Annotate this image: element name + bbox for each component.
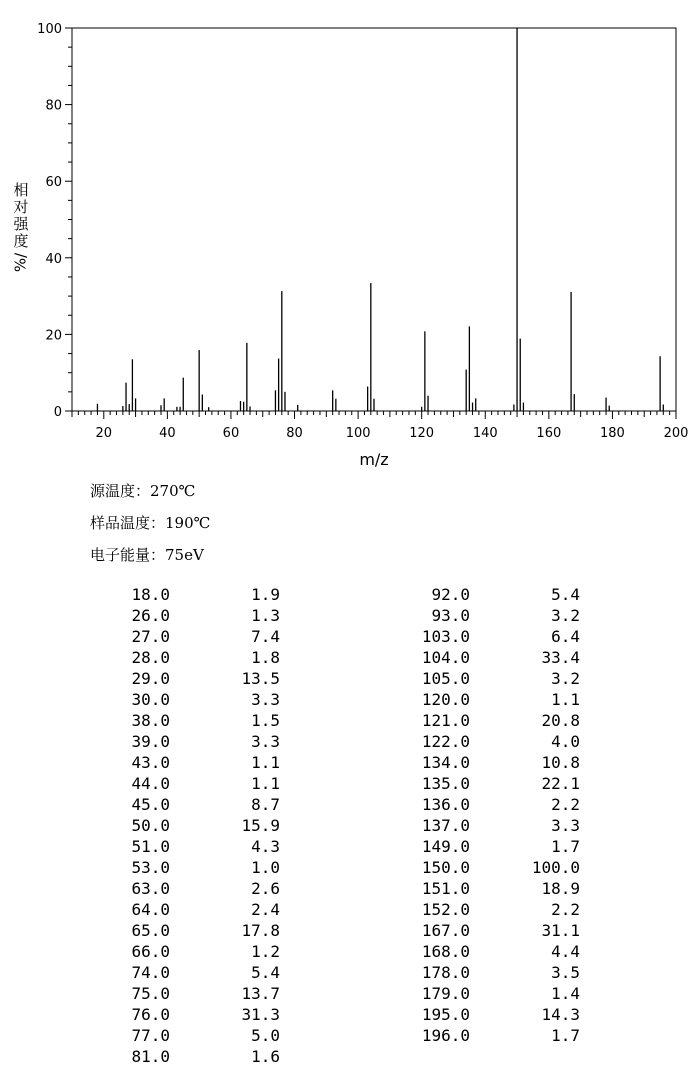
x-tick-label: 20 (95, 426, 113, 441)
peak-intensity-value: 3.3 (551, 816, 580, 835)
peak-mz-value: 75.0 (131, 984, 170, 1003)
peak-mz-value: 93.0 (431, 606, 470, 625)
y-axis-label-char: 度 (13, 232, 29, 250)
x-tick-label: 100 (345, 426, 371, 441)
peak-mz-value: 104.0 (421, 648, 470, 667)
peak-mz-value: 103.0 (421, 627, 470, 646)
y-tick-label: 20 (45, 328, 62, 344)
peak-mz-value: 18.0 (131, 585, 170, 604)
peak-intensity-value: 3.3 (251, 732, 280, 751)
y-axis (37, 22, 72, 420)
peak-intensity-value: 6.4 (551, 627, 580, 646)
peak-intensity-value: 2.2 (551, 900, 580, 919)
peak-intensity-value: 1.7 (551, 1026, 580, 1045)
measurement-conditions (90, 480, 210, 576)
peak-mz-value: 27.0 (131, 627, 170, 646)
x-axis (72, 411, 688, 441)
peak-mz-value: 152.0 (421, 900, 470, 919)
peak-mz-value: 195.0 (421, 1005, 470, 1024)
peak-mz-value: 135.0 (421, 774, 470, 793)
peak-intensity-value: 13.5 (241, 669, 280, 688)
peak-intensity-value: 100.0 (531, 858, 580, 877)
y-tick-label: 0 (53, 405, 62, 420)
peak-mz-value: 65.0 (131, 921, 170, 940)
y-axis-label-char: 相 (13, 181, 29, 199)
peak-mz-value: 45.0 (131, 795, 170, 814)
x-tick-label: 160 (536, 426, 562, 441)
y-axis-label-char: 强 (13, 215, 29, 233)
y-tick-label: 60 (45, 175, 62, 191)
peak-intensity-value: 4.0 (551, 732, 580, 751)
peak-mz-value: 51.0 (131, 837, 170, 856)
peak-intensity-value: 1.1 (551, 690, 580, 709)
sample-temperature: 样品温度：190℃ (90, 514, 211, 532)
peak-mz-value: 64.0 (131, 900, 170, 919)
peak-mz-value: 122.0 (421, 732, 470, 751)
peak-intensity-value: 3.2 (551, 669, 580, 688)
peak-mz-value: 168.0 (421, 942, 470, 961)
mass-spectrum-chart (0, 0, 694, 475)
peak-intensity-value: 14.3 (541, 1005, 580, 1024)
x-axis-label: m/z (359, 450, 389, 469)
source-temperature: 源温度：270℃ (90, 482, 196, 500)
peak-intensity-value: 7.4 (251, 627, 280, 646)
y-axis-label-char: 对 (13, 198, 29, 216)
peak-intensity-value: 33.4 (541, 648, 580, 667)
plot-frame (72, 28, 676, 411)
peak-intensity-value: 15.9 (241, 816, 280, 835)
peak-mz-value: 76.0 (131, 1005, 170, 1024)
peak-intensity-value: 3.2 (551, 606, 580, 625)
peak-mz-value: 120.0 (421, 690, 470, 709)
peak-intensity-value: 4.4 (551, 942, 580, 961)
peak-intensity-value: 1.1 (251, 753, 280, 772)
peak-intensity-value: 1.3 (251, 606, 280, 625)
y-tick-label: 80 (45, 98, 62, 114)
peak-intensity-value: 2.2 (551, 795, 580, 814)
peak-mz-value: 28.0 (131, 648, 170, 667)
peak-mz-value: 167.0 (421, 921, 470, 940)
peak-mz-value: 39.0 (131, 732, 170, 751)
y-tick-label: 40 (45, 251, 62, 267)
peak-intensity-value: 20.8 (541, 711, 580, 730)
peak-intensity-value: 1.7 (551, 837, 580, 856)
peak-intensity-value: 31.3 (241, 1005, 280, 1024)
peak-mz-value: 38.0 (131, 711, 170, 730)
peak-intensity-value: 5.4 (251, 963, 280, 982)
peak-mz-value: 178.0 (421, 963, 470, 982)
peak-mz-value: 77.0 (131, 1026, 170, 1045)
peak-mz-value: 151.0 (421, 879, 470, 898)
peak-mz-value: 137.0 (421, 816, 470, 835)
peak-intensity-value: 1.8 (251, 648, 280, 667)
peak-intensity-value: 1.5 (251, 711, 280, 730)
peak-mz-value: 43.0 (131, 753, 170, 772)
peak-mz-value: 63.0 (131, 879, 170, 898)
peak-intensity-value: 3.5 (551, 963, 580, 982)
x-tick-label: 200 (663, 426, 689, 441)
peak-intensity-value: 31.1 (541, 921, 580, 940)
x-tick-label: 60 (222, 426, 240, 441)
peak-mz-value: 81.0 (131, 1047, 170, 1066)
peak-mz-value: 105.0 (421, 669, 470, 688)
peak-mz-value: 149.0 (421, 837, 470, 856)
peak-mz-value: 66.0 (131, 942, 170, 961)
peak-mz-value: 26.0 (131, 606, 170, 625)
x-tick-label: 80 (286, 426, 303, 441)
peak-mz-value: 74.0 (131, 963, 170, 982)
y-tick-label: 100 (37, 22, 62, 37)
peak-intensity-value: 13.7 (241, 984, 280, 1003)
x-tick-label: 120 (409, 426, 435, 441)
peak-intensity-value: 1.6 (251, 1047, 280, 1066)
x-tick-label: 40 (159, 426, 176, 441)
y-axis-label (10, 182, 32, 271)
peak-intensity-value: 1.1 (251, 774, 280, 793)
peak-intensity-value: 1.0 (251, 858, 280, 877)
x-tick-label: 140 (472, 426, 498, 441)
peak-intensity-value: 2.4 (251, 900, 280, 919)
peak-mz-value: 196.0 (421, 1026, 470, 1045)
peak-intensity-value: 18.9 (541, 879, 580, 898)
peak-mz-value: 92.0 (431, 585, 470, 604)
peak-intensity-value: 1.2 (251, 942, 280, 961)
peak-intensity-value: 3.3 (251, 690, 280, 709)
peak-mz-value: 44.0 (131, 774, 170, 793)
peak-mz-value: 150.0 (421, 858, 470, 877)
peak-bars (97, 28, 663, 411)
peak-intensity-value: 4.3 (251, 837, 280, 856)
peak-mz-value: 179.0 (421, 984, 470, 1003)
peak-mz-value: 53.0 (131, 858, 170, 877)
peak-mz-value: 136.0 (421, 795, 470, 814)
peak-intensity-value: 1.4 (551, 984, 580, 1003)
peak-intensity-value: 10.8 (541, 753, 580, 772)
peak-intensity-value: 2.6 (251, 879, 280, 898)
peak-mz-value: 30.0 (131, 690, 170, 709)
y-axis-label-unit: %/ (11, 252, 30, 273)
electron-energy: 电子能量：75eV (90, 546, 204, 564)
peak-intensity-value: 8.7 (251, 795, 280, 814)
peak-intensity-value: 1.9 (251, 585, 280, 604)
peak-intensity-value: 5.0 (251, 1026, 280, 1045)
peak-mz-value: 121.0 (421, 711, 470, 730)
peak-intensity-value: 5.4 (551, 585, 580, 604)
peak-intensity-value: 22.1 (541, 774, 580, 793)
peak-mz-value: 134.0 (421, 753, 470, 772)
peak-mz-value: 50.0 (131, 816, 170, 835)
peak-intensity-value: 17.8 (241, 921, 280, 940)
peak-mz-value: 29.0 (131, 669, 170, 688)
x-tick-label: 180 (600, 426, 625, 441)
